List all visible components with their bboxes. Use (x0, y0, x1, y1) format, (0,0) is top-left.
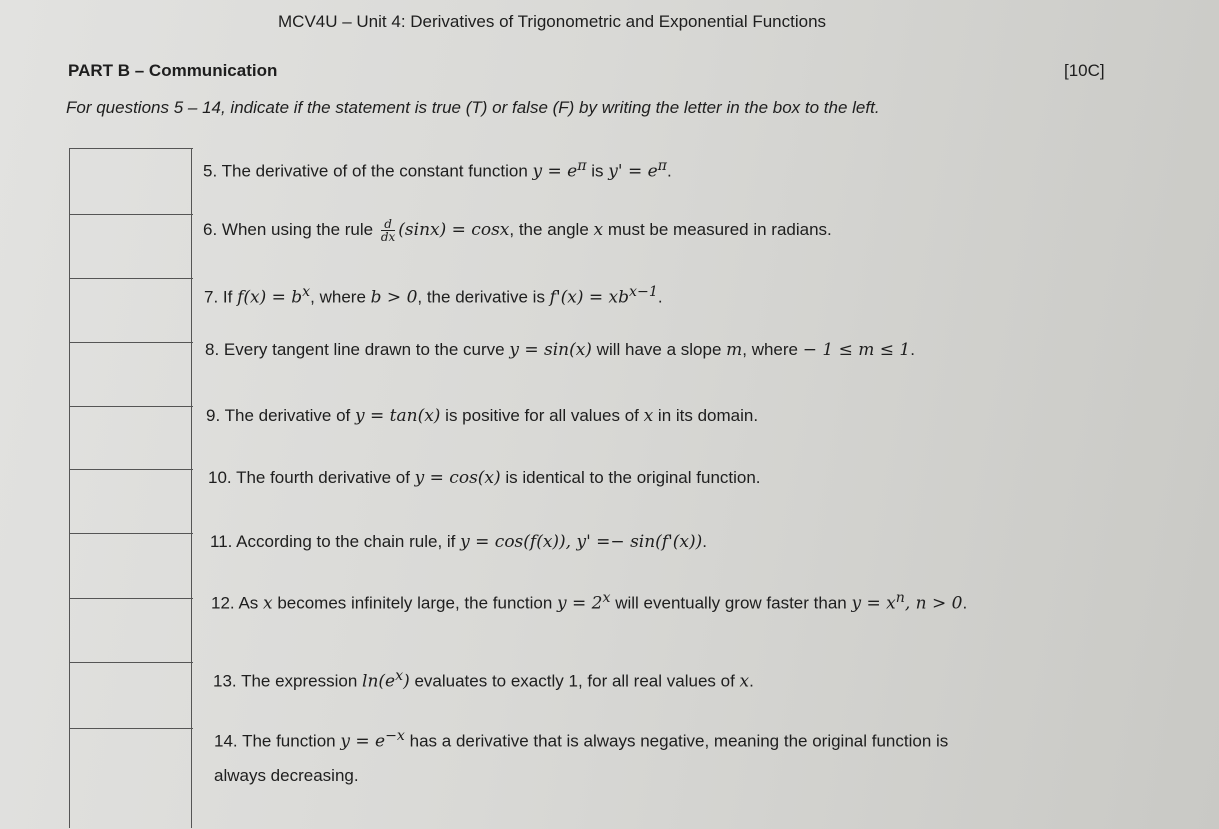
math-expression: ) (403, 671, 410, 692)
question-text: As (238, 593, 263, 613)
question-text: The function (242, 731, 341, 751)
question-12 (211, 590, 967, 614)
math-expression: m (726, 340, 743, 360)
question-text: The fourth derivative of (236, 468, 415, 487)
question-7 (204, 284, 663, 308)
question-number: 7. (204, 287, 219, 307)
marks-label: [10C] (1064, 61, 1105, 80)
question-text: . (910, 340, 915, 359)
math-expression: y' = e (608, 161, 658, 182)
answer-box-divider (69, 278, 193, 279)
question-text: , where (742, 340, 803, 359)
answer-box-divider (69, 728, 193, 729)
question-6 (203, 218, 832, 243)
question-number: 5. (203, 161, 218, 181)
question-number: 14. (214, 731, 238, 751)
question-text: If (222, 287, 238, 307)
question-number: 10. (208, 468, 232, 487)
question-14-continued: always decreasing. (214, 766, 359, 785)
math-expression: , n > 0 (904, 593, 963, 614)
math-expression: y = cos(x) (414, 468, 501, 488)
question-number: 11. (210, 532, 233, 551)
math-expression: y = tan(x) (355, 406, 441, 426)
math-expression: (sinx) = cosx (398, 219, 510, 240)
answer-box-divider (69, 342, 193, 343)
math-expression: − 1 ≤ m ≤ 1 (802, 340, 911, 360)
question-text: The expression (241, 671, 363, 691)
question-10 (208, 468, 761, 488)
math-exponent: −x (385, 728, 405, 744)
math-exponent: x (395, 668, 404, 684)
answer-box-divider (69, 406, 193, 407)
question-number: 13. (213, 671, 237, 691)
section-heading: PART B – Communication (68, 61, 278, 80)
question-number: 9. (206, 406, 221, 425)
math-expression: y = cos(f(x)), y' =− sin(f'(x)) (460, 532, 703, 552)
question-text: . (657, 287, 663, 307)
math-expression: y = e (340, 731, 386, 752)
math-expression: y = e (532, 161, 578, 182)
question-text: is identical to the original function. (500, 468, 761, 487)
math-exponent: π (657, 158, 667, 174)
math-expression: x (593, 219, 604, 240)
answer-box-divider (69, 533, 193, 534)
answer-box-divider (69, 148, 193, 149)
answer-box-divider (69, 662, 193, 663)
question-number: 8. (205, 340, 220, 359)
question-text: . (749, 671, 754, 691)
question-text: becomes infinitely large, the function (272, 593, 558, 613)
answer-box-divider (69, 214, 193, 215)
question-text: . (962, 593, 968, 613)
question-text: The derivative of of the constant function (221, 161, 533, 181)
question-8 (205, 340, 915, 360)
math-exponent: x (302, 284, 311, 300)
question-text: will eventually grow faster than (610, 593, 852, 613)
math-fraction (381, 218, 395, 243)
math-exponent: x (602, 590, 611, 606)
question-text: evaluates to exactly 1, for all real values of (409, 671, 740, 691)
question-14 (214, 728, 948, 752)
instructions: For questions 5 – 14, indicate if the statement is true (T) or false (F) by writing the letter in the box to the left. (66, 98, 880, 117)
fraction-numerator: d (381, 218, 395, 231)
math-expression: x (739, 671, 750, 692)
question-text: must be measured in radians. (603, 219, 832, 239)
question-text: has a derivative that is always negative, meaning the original function is (404, 731, 949, 751)
question-11 (210, 532, 707, 552)
math-expression: b > 0 (370, 287, 418, 308)
question-text: , the angle (509, 219, 594, 239)
answer-box-column (69, 148, 192, 828)
question-text: When using the rule (221, 219, 378, 239)
answer-box-divider (69, 598, 193, 599)
question-number: 6. (203, 219, 218, 239)
question-text: , where (310, 287, 371, 307)
math-expression: f(x) = b (237, 287, 303, 308)
fraction-denominator: dx (380, 230, 396, 244)
page-title: MCV4U – Unit 4: Derivatives of Trigonometric and Exponential Functions (278, 12, 827, 31)
math-expression: x (643, 406, 654, 426)
question-text: is (586, 161, 609, 181)
answer-box-divider (69, 469, 193, 470)
question-text: will have a slope (591, 340, 727, 359)
math-expression: y = x (851, 593, 896, 614)
math-exponent: π (577, 158, 587, 174)
question-text: . (666, 161, 672, 181)
question-9 (206, 406, 758, 426)
math-expression: y = 2 (557, 593, 603, 614)
question-text: . (702, 532, 707, 551)
math-expression: f'(x) = xb (549, 287, 630, 308)
math-expression: y = sin(x) (509, 340, 592, 360)
math-expression: ln(e (362, 671, 396, 692)
question-5 (203, 158, 672, 182)
question-text: in its domain. (653, 406, 759, 425)
math-exponent: n (895, 590, 905, 606)
question-text: Every tangent line drawn to the curve (223, 340, 510, 359)
math-exponent: x−1 (629, 284, 658, 300)
question-text: According to the chain rule, if (236, 532, 461, 551)
math-expression: x (263, 593, 273, 614)
question-number: 12. (211, 593, 235, 613)
question-text: , the derivative is (417, 287, 550, 307)
question-13 (213, 668, 754, 692)
question-text: is positive for all values of (440, 406, 644, 425)
question-text: The derivative of (224, 406, 356, 425)
